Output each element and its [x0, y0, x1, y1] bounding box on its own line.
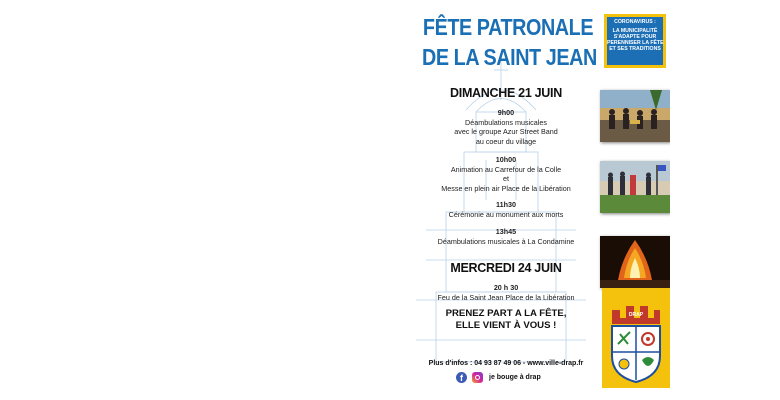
event-desc: au coeur du village	[475, 136, 537, 146]
instagram-icon[interactable]	[472, 372, 483, 383]
social-label: je bouge à drap	[489, 374, 541, 381]
corona-heading: CORONAVIRUS :	[614, 19, 656, 25]
event-item	[406, 155, 606, 193]
event-desc: Déambulations musicales	[465, 117, 547, 127]
event-desc: Déambulations musicales à La Condamine	[437, 236, 575, 246]
social-links	[456, 372, 606, 384]
call-to-action	[406, 308, 606, 332]
event-time: 13h45	[495, 227, 517, 236]
event-time: 9h00	[497, 108, 515, 117]
corona-line: LA MUNICIPALITÉ	[612, 27, 658, 34]
cta-line2: ELLE VIENT À VOUS !	[455, 320, 557, 331]
corona-line: PERENNISER LA FÊTE	[607, 39, 664, 46]
svg-text:DRAP: DRAP	[628, 312, 644, 318]
cta-line1: PRENEZ PART A LA FÊTE,	[445, 308, 567, 319]
photo-band	[600, 90, 670, 142]
event-desc: Feu de la Saint Jean Place de la Libération	[437, 292, 575, 302]
event-item	[406, 200, 606, 219]
event-item	[406, 283, 606, 302]
event-desc: Animation au Carrefour de la Colle	[450, 164, 562, 174]
photo-ceremony	[600, 161, 670, 213]
corona-line: ET SES TRADITIONS	[609, 45, 661, 52]
photo-bonfire	[600, 236, 670, 288]
event-time: 11h30	[496, 200, 516, 209]
coronavirus-notice	[604, 14, 666, 68]
event-desc: et	[503, 174, 509, 184]
poster-title-line2: DE LA SAINT JEAN	[422, 44, 597, 70]
day-heading-sunday: DIMANCHE 21 JUIN	[450, 86, 562, 100]
event-time: 10h00	[495, 155, 517, 164]
town-coat-of-arms	[602, 288, 670, 388]
event-desc: Messe en plein air Place de la Libération	[441, 183, 571, 193]
poster-title-line1: FÊTE PATRONALE	[422, 14, 594, 40]
event-item	[406, 108, 606, 146]
day-heading-wednesday: MERCREDI 24 JUIN	[450, 261, 562, 275]
facebook-icon[interactable]: f	[456, 372, 467, 383]
event-desc: Cérémonie au monument aux morts	[448, 209, 564, 219]
event-poster	[406, 0, 670, 400]
event-desc: avec le groupe Azur Street Band	[454, 127, 558, 137]
corona-line: S'ADAPTE POUR	[613, 33, 657, 40]
event-time: 20 h 30	[493, 283, 519, 292]
contact-info: Plus d'infos : 04 93 87 49 06 - www.ville-drap.fr	[428, 360, 584, 367]
event-item	[406, 227, 606, 246]
